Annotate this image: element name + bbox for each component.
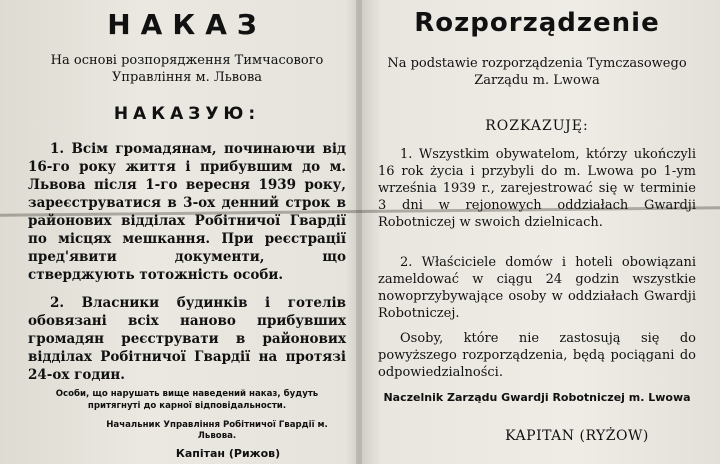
ukrainian-paragraph-1: 1. Всім громадянам, починаючи від 16-го року життя і прибувшим до м. Львова після 1-го вересня 1939 року, зареєструватися в 3-ох денний строк в районових відділах Робітничої Гвардії по місцях мешкання. При реєстрації пред'явити документи, що стверджують тотожність особи. [28,141,346,283]
polish-intro: Na podstawie rozporządzenia Tymczasowego Zarządu m. Lwowa [387,56,687,88]
ukrainian-penalty-notice: Особи, що нарушать вище наведений наказ, будуть притягнуті до карної відповідальности. [55,389,319,411]
ukrainian-order-heading: НАКАЗУЮ: [113,104,261,124]
ukrainian-title: НАКАЗ [107,8,267,41]
polish-title: Rozporządzenie [414,8,660,38]
polish-paragraph-2: 2. Właściciele domów i hoteli obowiązani zameldować w ciągu 24 godzin wszystkie nowoprzybywające osoby w oddziałach Gwardji Robotniczej. [378,255,696,321]
polish-order-heading: ROZKAZUJĘ: [485,118,589,134]
center-gutter [356,0,362,464]
polish-paragraph-3: Osoby, które nie zastosują się do powyższego rozporządzenia, będą pociągani do odpowiedzialności. [378,331,696,380]
polish-signature-name: KAPITAN (RYŻOW) [505,428,649,444]
ukrainian-paragraph-2: 2. Власники будинків і готелів обовязані всіх наново прибувших громадян реєструвати в районових відділах Робітничої Гвардії на протязі 24-ох годин. [28,295,346,383]
ukrainian-intro: На основі розпорядження Тимчасового Управління м. Львова [50,53,324,85]
ukrainian-signature-title: Начальник Управління Робітничої Гвардії м. Львова. [106,420,328,441]
polish-paragraph-1: 1. Wszystkim obywatelom, którzy ukończyli 16 rok życia i przybyli do m. Lwowa po 1-ym września 1939 r., zarejestrować się w terminie 3 dni w rejonowych oddziałach Gwardji Robotniczej w swoich dzielnicach. [378,147,696,230]
polish-signature-title: Naczelnik Zarządu Gwardji Robotniczej m. Lwowa [383,391,691,404]
ukrainian-signature-name: Капітан (Рижов) [175,447,281,460]
